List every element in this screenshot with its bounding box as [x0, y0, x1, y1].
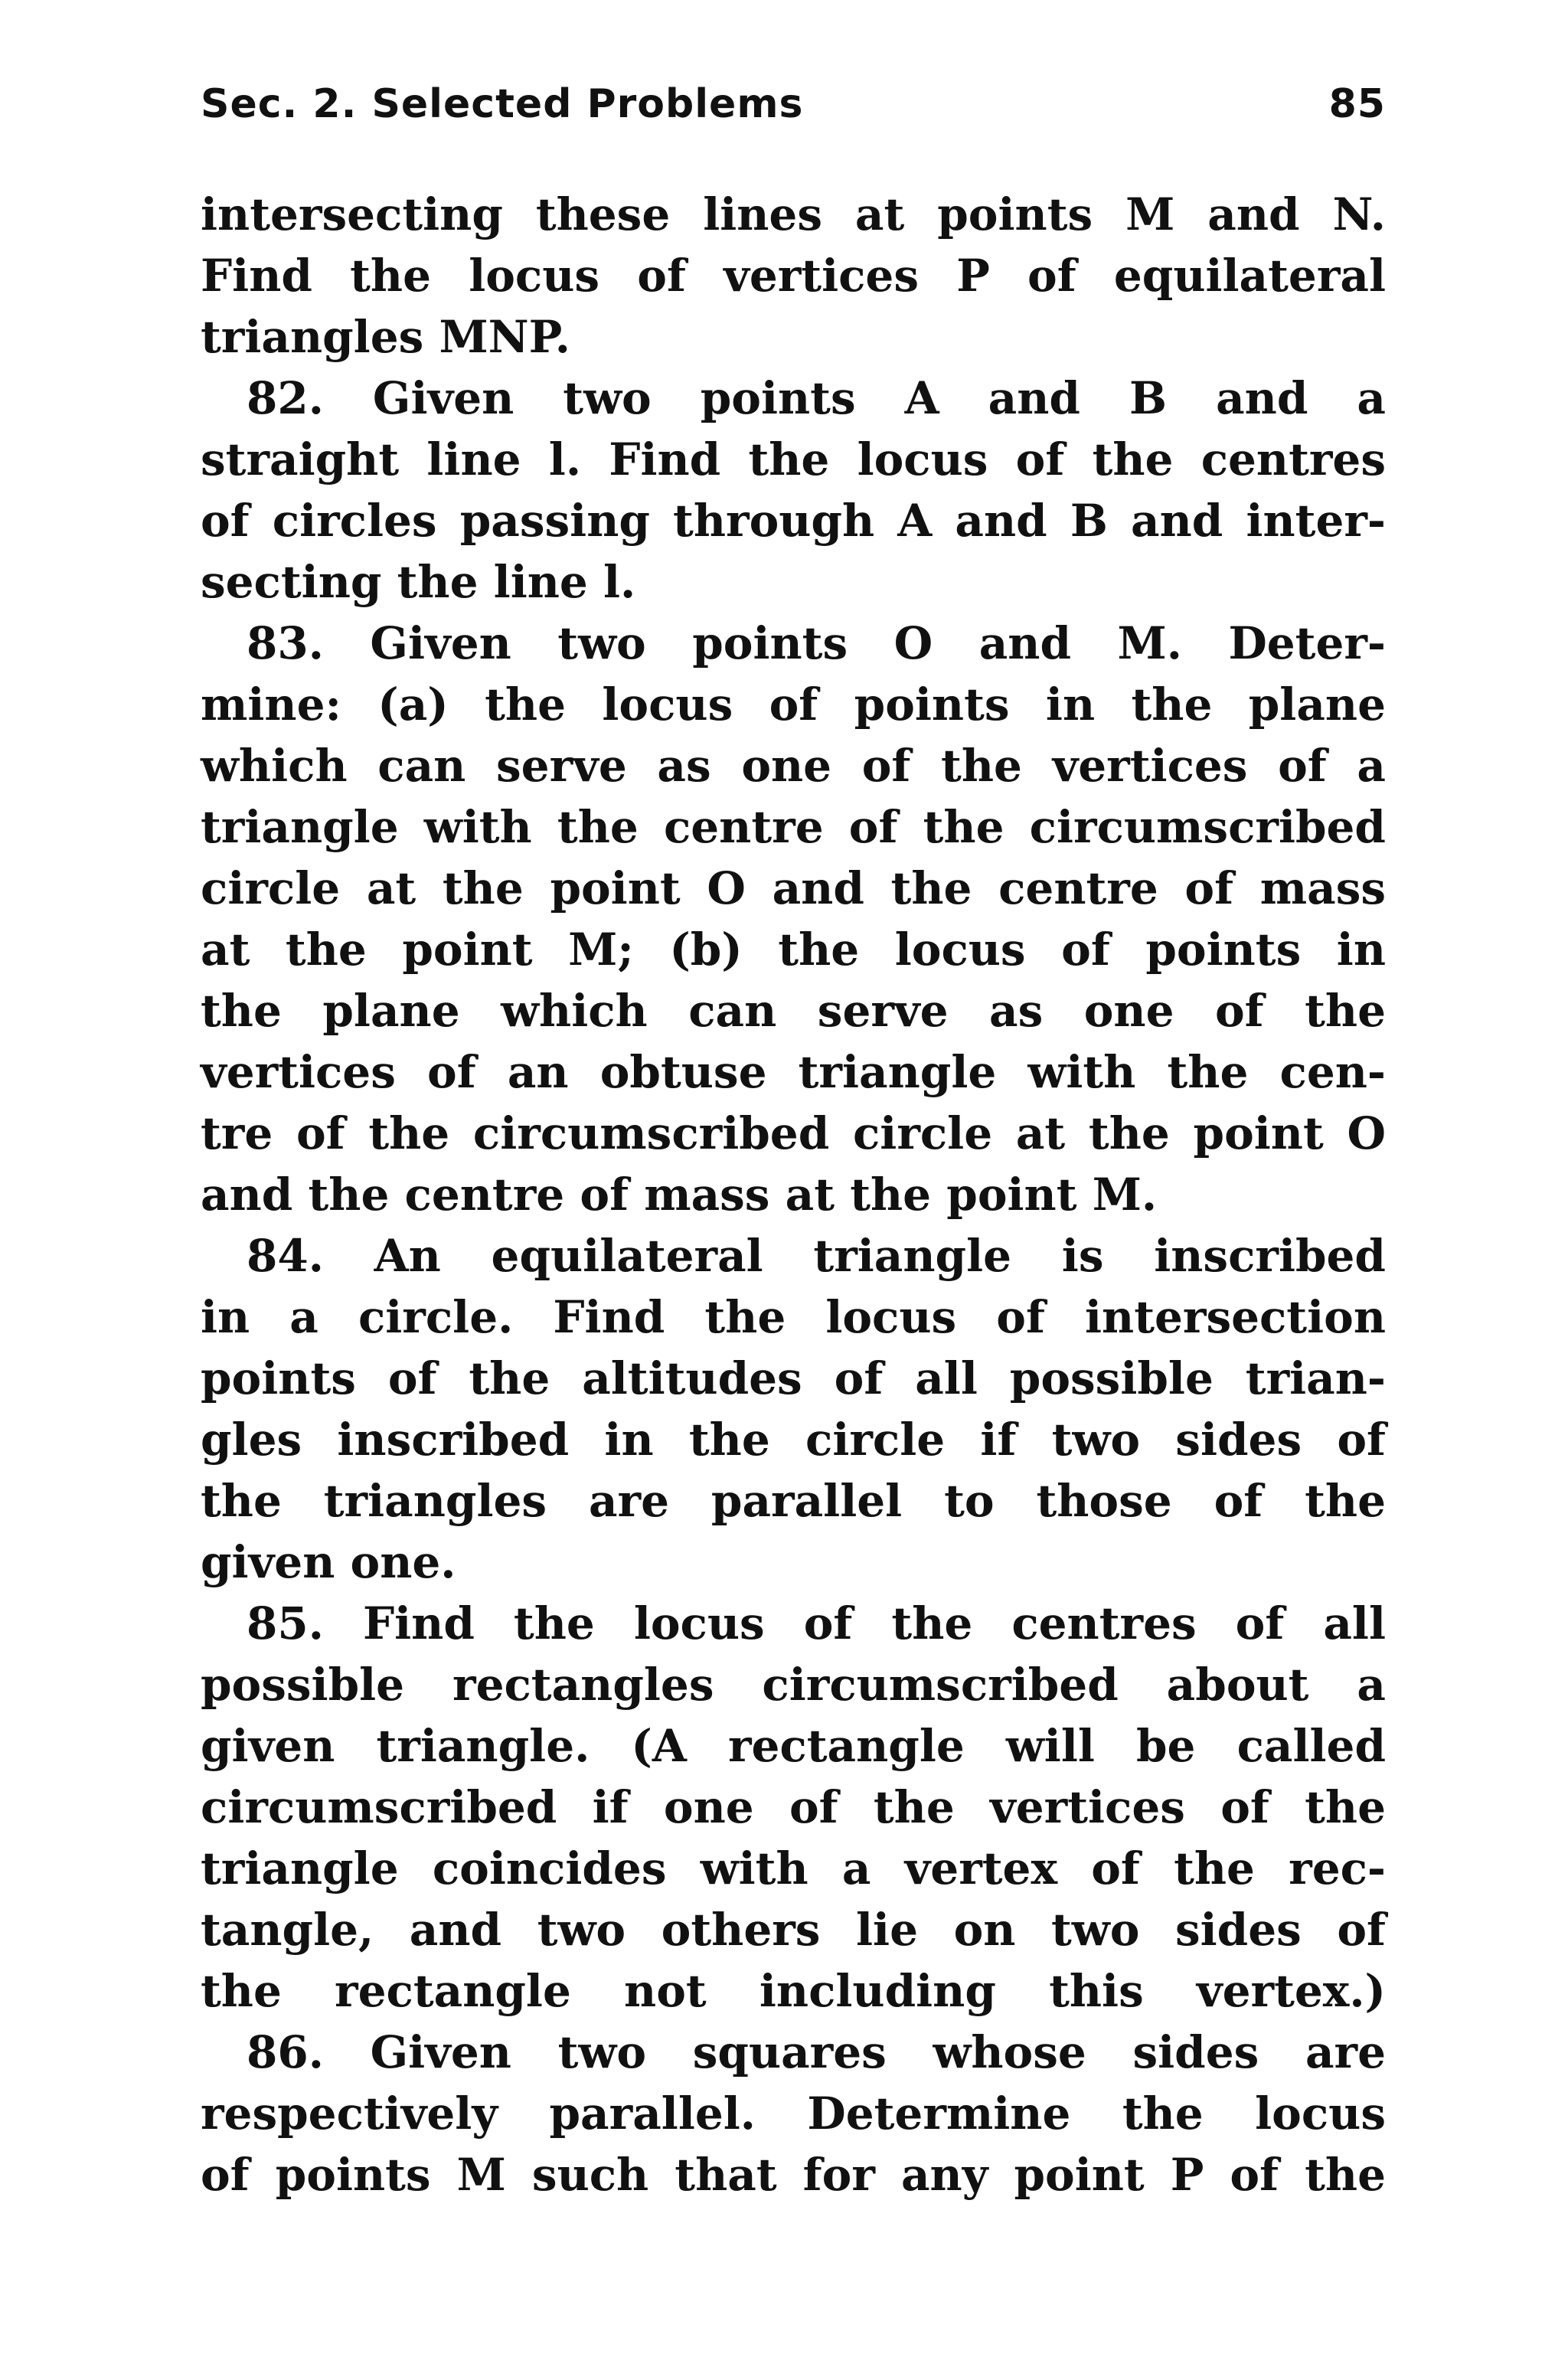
running-head — [201, 74, 1386, 135]
text-line: circle at the point O and the centre of mass — [201, 862, 1386, 914]
text-line: secting the line l. — [201, 556, 636, 608]
text-line: straight line l. Find the locus of the centres — [201, 433, 1386, 485]
text-line: 85. Find the locus of the centres of all — [247, 1597, 1386, 1649]
text-line: triangles MNP. — [201, 311, 570, 363]
text-line: the plane which can serve as one of the — [201, 985, 1386, 1037]
text-line: and the centre of mass at the point M. — [201, 1169, 1158, 1221]
text-line: which can serve as one of the vertices of a — [201, 740, 1386, 792]
text-line: circumscribed if one of the vertices of the — [201, 1781, 1386, 1833]
text-line: at the point M; (b) the locus of points in — [201, 924, 1386, 976]
text-line: 86. Given two squares whose sides are — [247, 2026, 1386, 2078]
text-line: mine: (a) the locus of points in the plane — [201, 678, 1386, 731]
text-line: of points M such that for any point P of the — [201, 2149, 1386, 2201]
text-line: possible rectangles circumscribed about a — [201, 1659, 1386, 1711]
text-line: 84. An equilateral triangle is inscribed — [247, 1230, 1386, 1282]
text-line: 83. Given two points O and M. Deter- — [247, 617, 1386, 669]
section-title: Sec. 2. Selected Problems — [201, 81, 804, 127]
text-line: in a circle. Find the locus of intersection — [201, 1291, 1386, 1343]
text-line: the rectangle not including this vertex.) — [201, 1965, 1386, 2017]
text-line: of circles passing through A and B and inter- — [201, 495, 1386, 547]
text-line: the triangles are parallel to those of the — [201, 1475, 1386, 1527]
text-line: given one. — [201, 1536, 456, 1588]
text-line: tre of the circumscribed circle at the point O — [201, 1107, 1386, 1159]
text-line: gles inscribed in the circle if two sides of — [201, 1414, 1386, 1466]
body-text — [201, 184, 1386, 2205]
text-line: vertices of an obtuse triangle with the cen- — [201, 1046, 1386, 1098]
page-number: 85 — [1328, 81, 1386, 127]
text-line: Find the locus of vertices P of equilateral — [201, 250, 1386, 302]
text-line: 82. Given two points A and B and a — [247, 372, 1386, 424]
text-line: given triangle. (A rectangle will be called — [201, 1720, 1386, 1772]
text-line: triangle with the centre of the circumscribed — [201, 801, 1386, 853]
text-line: points of the altitudes of all possible trian- — [201, 1352, 1386, 1404]
text-line: intersecting these lines at points M and N. — [201, 188, 1386, 240]
text-line: triangle coincides with a vertex of the rec- — [201, 1842, 1386, 1895]
text-line: tangle, and two others lie on two sides of — [201, 1904, 1386, 1956]
text-line: respectively parallel. Determine the locus — [201, 2087, 1386, 2140]
